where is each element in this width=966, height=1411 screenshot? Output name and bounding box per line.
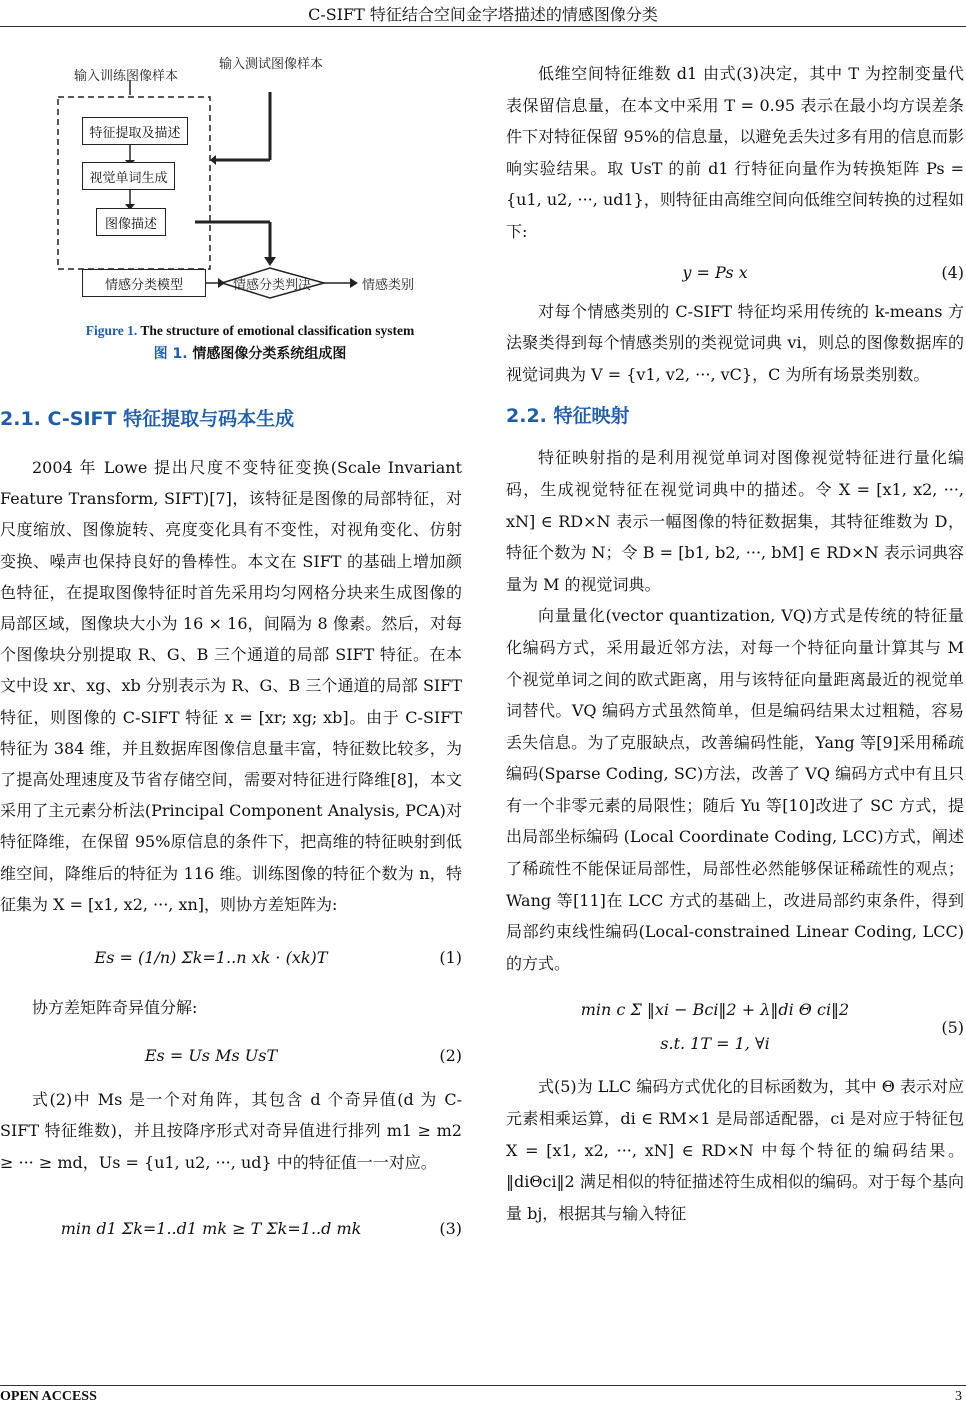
equation-4-number: (4) — [941, 262, 964, 282]
left-paragraph-2: 协方差矩阵奇异值分解: — [32, 998, 198, 1018]
equation-5 — [506, 989, 964, 1065]
footer-open-access: OPEN ACCESS — [0, 1389, 97, 1404]
equation-3-number: (3) — [439, 1218, 462, 1238]
right-paragraph-3: 特征映射指的是利用视觉单词对图像视觉特征进行量化编码，生成视觉特征在视觉词典中的描述。令 X = [x1, x2, ···, xN] ∈ RD×N 表示一幅图像的特征数据集，其特征维数为 D，特征个数为 N；令 B = [b1, b2, ···, bM] ∈ RD×N 表示词典容量为 M 的视觉词典。 — [506, 448, 964, 594]
equation-5-line-2: s.t. 1T = 1, ∀i — [660, 1034, 770, 1054]
equation-1 — [0, 932, 462, 984]
right-column — [506, 58, 964, 1229]
equation-2-body: Es = Us Ms UsT — [144, 1045, 278, 1065]
equation-5-line-1: min c Σ ‖xi − Bci‖2 + λ‖di Θ ci‖2 — [580, 1000, 850, 1020]
left-paragraph-1: 2004 年 Lowe 提出尺度不变特征变换(Scale Invariant Feature Transform, SIFT)[7]，该特征是图像的局部特征，对尺度缩放、图像旋转、亮度变化具有不变性，对视角变化、仿射变换、噪声也保持良好的鲁棒性。本文在 SIFT 的基础上增加颜色特征，在提取图像特征时首先采用均匀网格分块来生成图像的局部区域，图像块大小为 16 × 16，间隔为 8 像素。然后，对每个图像块分别提取 R、G、B 三个通道的局部 SIFT 特征。在本文中设 xr、xg、xb 分别表示为 R、G、B 三个通道的局部 SIFT 特征，则图像的 C-SIFT 特征 x = [xr; xg; xb]。由于 C-SIFT 特征为 384 维，并且数据库图像信息量丰富，特征数比较多，为了提高处理速度及节省存储空间，需要对特征进行降维[8]，本文采用了主元素分析法(Principal Component Analysis, PCA)对特征降维，在保留 95%原信息的条件下，把高维的特征映射到低维空间，降维后的特征为 116 维。训练图像的特征个数为 n，特征集为 X = [x1, x2, ···, xn]，则协方差矩阵为: — [0, 458, 462, 914]
section-heading-2-2: 2.2. 特征映射 — [506, 405, 630, 428]
equation-1-body: Es = (1/n) Σk=1..n xk · (xk)T — [94, 948, 328, 968]
classification-model-box: 情感分类模型 — [82, 269, 206, 297]
figure-text-en: The structure of emotional classification system — [140, 323, 415, 338]
equation-4-body: y = Ps x — [682, 262, 748, 282]
figure-label-en: Figure 1. — [85, 323, 138, 338]
section-heading-2-1: 2.1. C-SIFT 特征提取与码本生成 — [0, 408, 295, 430]
feature-extraction-box: 特征提取及描述 — [82, 117, 188, 145]
figure-caption-en — [20, 323, 480, 339]
figure-label-zh: 图 1. — [153, 346, 188, 362]
equation-5-body — [506, 993, 924, 1061]
visual-word-box: 视觉单词生成 — [82, 162, 175, 190]
equation-4 — [506, 256, 964, 290]
equation-3-body: min d1 Σk=1..d1 mk ≥ T Σk=1..d mk — [60, 1218, 362, 1238]
left-column — [0, 452, 462, 1252]
emotion-output-label: 情感类别 — [362, 278, 415, 293]
footer-rule — [0, 1385, 966, 1386]
figure-caption-zh — [20, 343, 480, 363]
equation-1-number: (1) — [439, 948, 462, 968]
equation-5-number: (5) — [941, 1017, 964, 1037]
image-description-box: 图像描述 — [96, 208, 166, 236]
left-paragraph-3: 式(2)中 Ms 是一个对角阵，其包含 d 个奇异值(d 为 C-SIFT 特征维数)，并且按降序形式对奇异值进行排列 m1 ≥ m2 ≥ ··· ≥ md，Us = {u1, u2, ···, ud} 中的特征值一一对应。 — [0, 1089, 462, 1172]
equation-2-number: (2) — [439, 1045, 462, 1065]
test-input-label: 输入测试图像样本 — [218, 57, 323, 72]
right-paragraph-4: 向量量化(vector quantization, VQ)方式是传统的特征量化编码方式，采用最近邻方法，对每一个特征向量计算其与 M 个视觉单词之间的欧式距离，用与该特征向量距离最近的视觉单词替代。VQ 编码方式虽然简单，但是编码结果太过粗糙，容易丢失信息。为了克服缺点，改善编码性能，Yang 等[9]采用稀疏编码(Sparse Coding, SC)方法，改善了 VQ 编码方式中有且只有一个非零元素的局限性；随后 Yu 等[10]改进了 SC 方式，提出局部坐标编码 (Local Coordinate Coding, LCC)方式，阐述了稀疏性不能保证局部性，局部性必然能够保证稀疏性的观点；Wang 等[11]在 LCC 方式的基础上，改进局部约束条件，得到局部约束线性编码(Local-constrained Linear Coding, LCC)的方式。 — [506, 606, 964, 973]
equation-3 — [0, 1204, 462, 1252]
header-rule — [0, 26, 966, 27]
right-paragraph-5: 式(5)为 LLC 编码方式优化的目标函数为，其中 Θ 表示对应元素相乘运算，di ∈ RM×1 是局部适配器，ci 是对应于特征包 X = [x1, x2, ···, xN] ∈ RD×N 中每个特征的编码结果。‖diΘci‖2 满足相似的特征描述符生成相似的编码。对于每个基向量 bj，根据其与输入特征 — [506, 1077, 964, 1223]
right-paragraph-1: 低维空间特征维数 d1 由式(3)决定，其中 T 为控制变量代表保留信息量，在本文中采用 T = 0.95 表示在最小均方误差条件下对特征保留 95%的信息量，以避免丢失过多有用的信息而影响实验结果。取 UsT 的前 d1 行特征向量作为转换矩阵 Ps = {u1, u2, ···, ud1}，则特征由高维空间向低维空间转换的过程如下: — [506, 64, 964, 241]
train-input-label: 输入训练图像样本 — [74, 69, 179, 84]
equation-2 — [0, 1038, 462, 1074]
right-paragraph-2: 对每个情感类别的 C-SIFT 特征均采用传统的 k-means 方法聚类得到每个情感类别的类视觉词典 vi，则总的图像数据库的视觉词典为 V = {v1, v2, ···, vC}，C 为所有场景类别数。 — [506, 301, 964, 384]
running-header: C-SIFT 特征结合空间金字塔描述的情感图像分类 — [308, 5, 658, 24]
page-number: 3 — [955, 1389, 962, 1404]
figure-text-zh: 情感图像分类系统组成图 — [192, 346, 347, 362]
system-diagram — [30, 52, 490, 314]
classification-judge-label: 情感分类判决 — [232, 278, 311, 293]
